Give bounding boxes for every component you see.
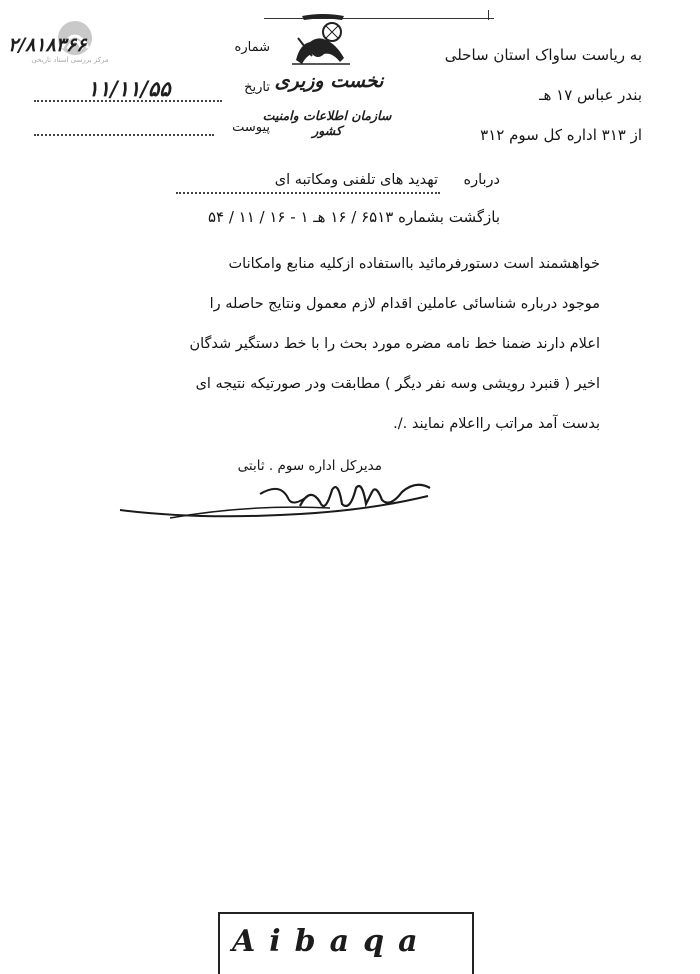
recipient-line-3: از ۳۱۳ اداره کل سوم ۳۱۲ bbox=[480, 126, 642, 144]
reference-line: بازگشت بشماره ۶۵۱۳ / ۱۶ هـ ۱ - ۱۶ / ۱۱ / ۵۴ bbox=[207, 208, 500, 226]
subject-text: تهدید های تلفنی ومکاتبه ای bbox=[274, 172, 438, 188]
body-line-2: موجود درباره شناسائی عاملین اقدام لازم معمول ونتایج حاصله را bbox=[209, 296, 600, 312]
watermark-caption: مرکز بررسی اسناد تاریخی bbox=[31, 56, 109, 64]
body-line-1: خواهشمند است دستورفرمائید بااستفاده ازکلیه منابع وامکانات bbox=[228, 256, 600, 272]
number-label: شماره bbox=[234, 40, 270, 55]
subject-dots bbox=[176, 192, 440, 194]
date-value: ۱۱/۱۱/۵۵ bbox=[87, 76, 171, 101]
lion-and-sun-emblem bbox=[288, 14, 358, 70]
date-label: تاریخ bbox=[244, 80, 270, 95]
org-name: سازمان اطلاعات وامنیت کشور bbox=[262, 108, 392, 138]
recipient-line-2: بندر عباس ۱۷ هـ bbox=[539, 86, 642, 104]
number-value: ۲/۸۱۸۳۶۶ bbox=[8, 34, 87, 56]
ministry-title: نخست وزیری bbox=[274, 70, 384, 92]
body-line-4: اخیر ( قنبرد رویشی وسه نفر دیگر ) مطابقت ودر صورتیکه نتیجه ای bbox=[195, 376, 600, 392]
signature-title: مدیرکل اداره سوم . ثابتی bbox=[237, 458, 382, 474]
body-line-3: اعلام دارند ضمنا خط نامه مضره مورد بحث را با خط دستگیر شدگان bbox=[189, 336, 600, 352]
attachment-dots bbox=[34, 134, 214, 136]
attachment-label: پیوست bbox=[232, 120, 270, 135]
footer-stamp-text: Aibaqa bbox=[232, 924, 432, 959]
body-line-5: بدست آمد مراتب رااعلام نمایند ./. bbox=[393, 416, 600, 432]
subject-label: درباره bbox=[463, 172, 500, 188]
signature-scrawl bbox=[110, 474, 440, 524]
recipient-line-1: به ریاست ساواک استان ساحلی bbox=[444, 46, 642, 64]
top-rule-tick bbox=[488, 10, 489, 20]
